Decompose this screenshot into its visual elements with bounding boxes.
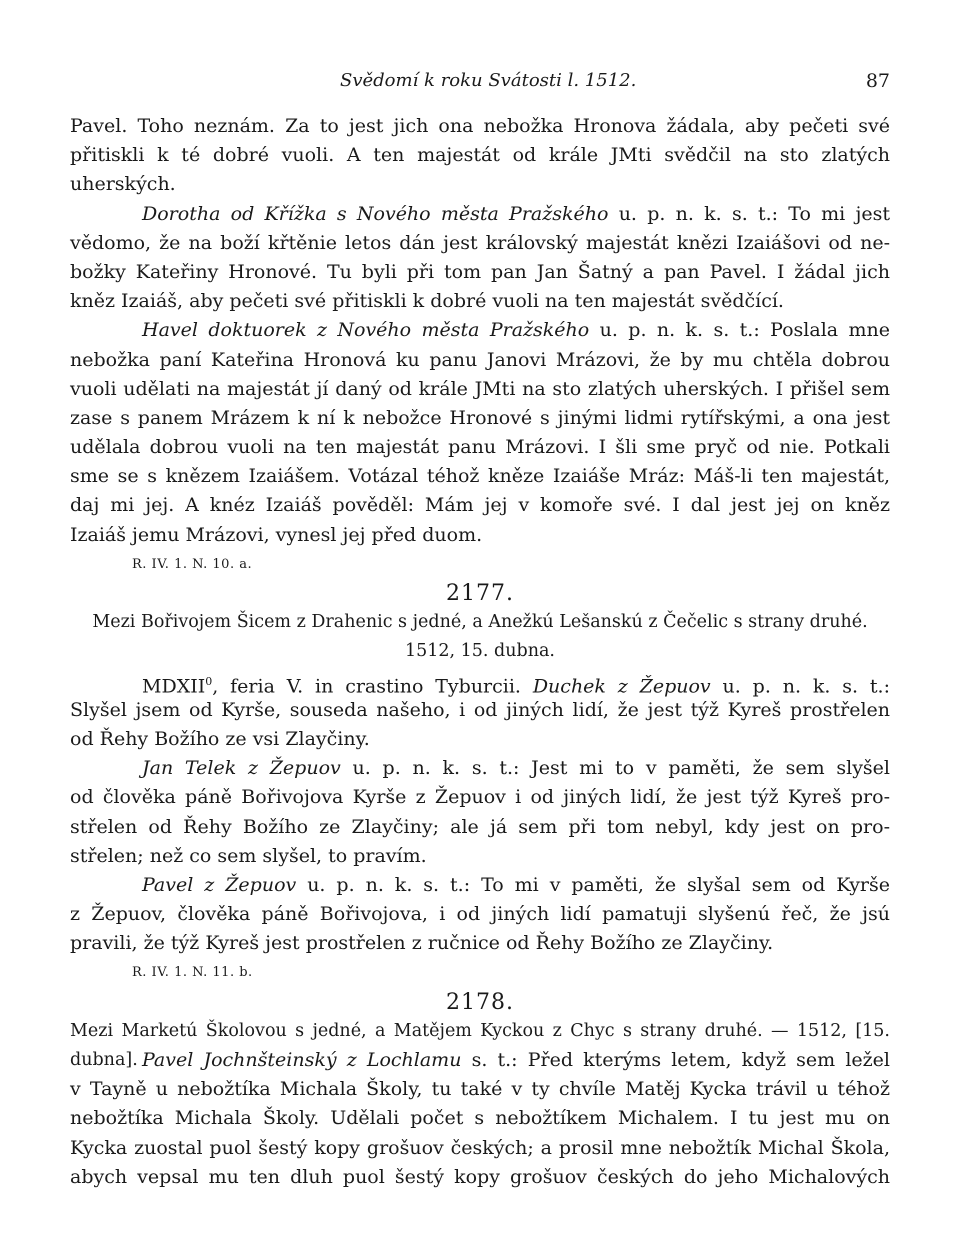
text-line: přitiskli k té dobré vuoli. A ten majestát od krále JMti svědčil na sto zlatých [70, 144, 890, 167]
page-number: 87 [865, 70, 890, 92]
archive-reference: R. IV. 1. N. 11. b. [132, 965, 253, 981]
witness-name: Pavel z Žepuov [142, 873, 297, 896]
text-line: nebožtíka Michala Školy. Udělali počet s nebožtíkem Michalem. I tu jest mu on [70, 1107, 890, 1130]
running-head [0, 70, 960, 96]
witness-name: Dorotha od Křížka s Nového města Pražského [142, 202, 609, 225]
testimony-opening-line: Pavel Jochnšteinský z Lochlamu s. t.: Před kterýms letem, když sem ležel [142, 1049, 890, 1071]
testimony-opening-line: Jan Telek z Žepuov u. p. n. k. s. t.: Jest mi to v paměti, že sem slyšel [142, 757, 890, 780]
text-line: Izaiáš jemu Mrázovi, vynesl jej před duom. [70, 523, 483, 546]
text-line: nebožka paní Kateřina Hronová ku panu Janovi Mrázovi, že by mu chtěla dobrou [70, 348, 890, 371]
text-line: od člověka páně Bořivojova Kyrše z Žepuov i od jiných lidí, že jest týž Kyreš pro- [70, 786, 890, 809]
running-title: Svědomí k roku Svátosti l. 1512. [340, 70, 637, 91]
text-line: vědomo, že na boží křtěnie letos dán jest královský majestát knězi Izaiášovi od ne- [70, 231, 890, 254]
text-line: kněz Izaiáš, aby pečeti své přitiskli k dobré vuoli na ten majestát svědčící. [70, 290, 784, 313]
witness-name: Havel doktuorek z Nového města Pražského [142, 319, 590, 342]
text-line: Kycka zuostal puol šestý kopy grošuov českých; a prosil mne nebožtík Michal Škola, [70, 1136, 890, 1159]
testimony-opening-line: Dorotha od Křížka s Nového města Pražského u. p. n. k. s. t.: To mi jest [142, 202, 890, 225]
text-line: střelen od Řehy Božího ze Zlayčiny; ale já sem při tom nebyl, kdy jest on pro- [70, 815, 890, 838]
text-line: Pavel. Toho neznám. Za to jest jich ona nebožka Hronova žádala, aby pečeti své [70, 115, 890, 137]
witness-name: Jan Telek z Žepuov [142, 757, 341, 780]
text-line: daj mi jej. A knéz Izaiáš pověděl: Mám jej v komoře své. I dal jest jej on kněz [70, 494, 890, 517]
witness-name: Duchek z Žepuov [532, 674, 711, 697]
witness-name: Pavel Jochnšteinský z Lochlamu [142, 1049, 462, 1071]
testimony-opening-line: Pavel z Žepuov u. p. n. k. s. t.: To mi v paměti, že slyšal sem od Kyrše [142, 873, 891, 896]
text-line: vuoli udělati na majestát jí daný od krále JMti na sto zlatých uherských. I přišel sem [70, 377, 890, 400]
testimony-opening-line: MDXII$^0$, feria V. in crastino Tyburcii. Duchek z Žepuov u. p. n. k. s. t.: [142, 674, 890, 697]
entry-date: 1512, 15. dubna. [405, 641, 555, 662]
page-body [70, 112, 890, 1192]
text-line: božky Kateřiny Hronové. Tu byli při tom pan Jan Šatný a pan Pavel. I žádal jich [70, 260, 890, 283]
text-line: sme se s knězem Izaiášem. Votázal téhož kněze Izaiáše Mráz: Máš-li ten majestát, [70, 465, 890, 488]
text-line: pravili, že týž Kyreš jest prostřelen z ručnice od Řehy Božího ze Zlayčiny. [70, 932, 774, 955]
text-line: v Tayně u nebožtíka Michala Školy, tu také v ty chvíle Matěj Kycka trávil u téhož [70, 1078, 890, 1101]
entry-number: 2177. [446, 581, 514, 606]
entry-title: Mezi Bořivojem Šicem z Drahenic s jedné, a Anežkú Lešanskú z Čečelic s strany druhé. [92, 612, 868, 633]
entry-title: Mezi Marketú Školovou s jedné, a Matějem Kyckou z Chyc s strany druhé. — 1512, [15. dubna]. [70, 1020, 890, 1071]
text-line: abych vepsal mu ten dluh puol šestý kopy grošuov českých do jeho Michalových [70, 1165, 890, 1188]
entry-number: 2178. [446, 989, 514, 1015]
text-line: udělala dobrou vuoli na ten majestát panu Mrázovi. I šli sme pryč od nie. Potkali [70, 436, 890, 459]
text-line: Slyšel jsem od Kyrše, souseda našeho, i od jiných lidí, že jest týž Kyreš prostřelen [70, 698, 890, 721]
text-line: od Řehy Božího ze vsi Zlayčiny. [70, 727, 370, 750]
testimony-opening-line: Havel doktuorek z Nového města Pražského u. p. n. k. s. t.: Poslala mne [142, 319, 890, 342]
archive-reference: R. IV. 1. N. 10. a. [132, 556, 253, 572]
text-line: z Žepuov, člověka páně Bořivojova, i od jiných lidí pamatuji slyšenú řeč, že jsú [70, 903, 890, 926]
text-line: uherských. [70, 173, 176, 196]
text-line: zase s panem Mrázem k ní k nebožce Hronové s jinými lidmi rytířskými, a ona jest [70, 406, 890, 429]
text-line: střelen; než co sem slyšel, to pravím. [70, 844, 427, 867]
